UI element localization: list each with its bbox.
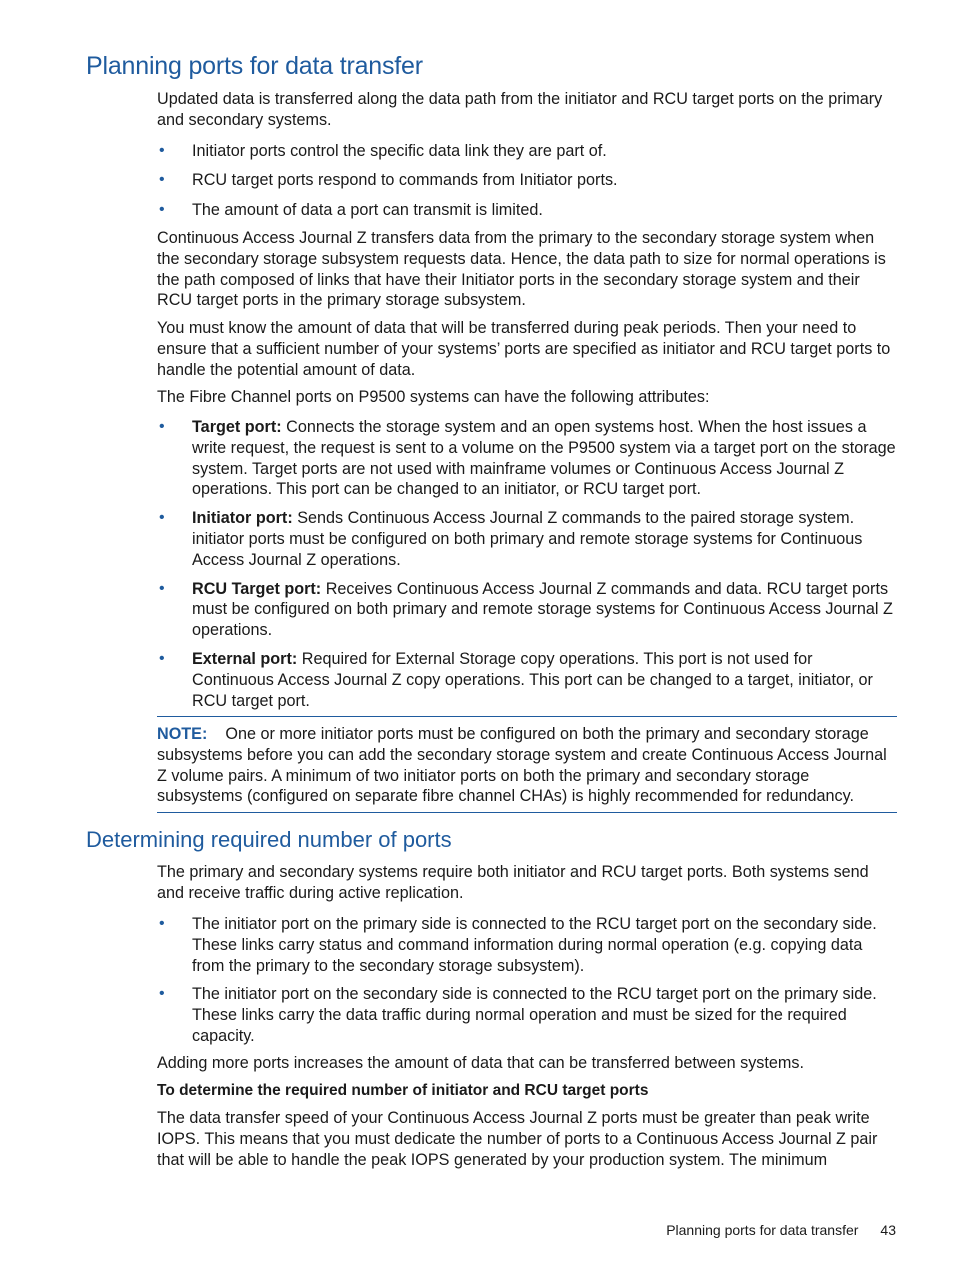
bullet-icon: • <box>159 649 165 667</box>
list-item: • Initiator port: Sends Continuous Access Journal Z commands to the paired storage system. initiator ports must be configured on both primary and remote storage systems for Continuous Access Journal Z operations. <box>159 509 863 569</box>
section1-para3-block <box>157 318 897 380</box>
procedure-title: To determine the required number of initiator and RCU target ports <box>157 1082 649 1099</box>
attribute-term: Target port: <box>192 418 282 436</box>
port-attributes-list <box>157 417 897 711</box>
procedure-title-block <box>157 1081 897 1102</box>
section-title-determining-ports: Determining required number of ports <box>86 827 452 852</box>
note-text: One or more initiator ports must be configured on both the primary and secondary storage subsystems before you can add the secondary storage system and create Continuous Access Journal Z volume pairs. A minimum of two initiator ports on both the primary and secondary storage subsystems (configured on separate fibre channel CHAs) is highly recommended for redundancy. <box>157 725 887 806</box>
bullet-icon: • <box>159 142 165 159</box>
section2-bullets-block <box>157 914 897 1047</box>
section1-paragraph: The Fibre Channel ports on P9500 systems can have the following attributes: <box>157 388 710 406</box>
section2-intro: The primary and secondary systems require both initiator and RCU target ports. Both systems send and receive traffic during active replication. <box>157 863 869 902</box>
attribute-term: RCU Target port: <box>192 579 322 598</box>
section2-bullet-list <box>157 914 897 1047</box>
footer-running-title: Planning ports for data transfer <box>666 1222 859 1238</box>
list-item: • RCU Target port: Receives Continuous Access Journal Z commands and data. RCU target ports must be configured on both primary and remote storage systems for Continuous Access Journal Z operations. <box>159 579 893 640</box>
port-attributes-block <box>157 417 897 711</box>
page-footer <box>666 1222 896 1238</box>
bullet-icon: • <box>159 509 165 527</box>
bullet-icon: • <box>159 579 165 597</box>
section1-paragraph: Continuous Access Journal Z transfers data from the primary to the secondary storage system when the secondary storage subsystem requests data. Hence, the data path to size for normal operations is the path composed of links that have their Initiator ports in the secondary storage system and their RCU target ports in the primary storage subsystem. <box>157 229 886 310</box>
list-item: • Initiator ports control the specific data link they are part of. <box>159 142 607 160</box>
section1-paragraph: You must know the amount of data that will be transferred during peak periods. Then your need to ensure that a sufficient number of your systems’ ports are specified as initiator and RCU target ports to handle the potential amount of data. <box>157 319 891 379</box>
bullet-icon: • <box>159 915 165 932</box>
attribute-term: External port: <box>192 649 298 668</box>
bullet-icon: • <box>159 200 165 218</box>
section2-intro-block <box>157 862 897 904</box>
section1-intro-block <box>157 89 897 131</box>
page-number: 43 <box>880 1222 896 1238</box>
section1-para2-block <box>157 228 897 311</box>
section-title-planning-ports: Planning ports for data transfer <box>86 52 423 80</box>
section2-paragraph: The data transfer speed of your Continuous Access Journal Z ports must be greater than peak write IOPS. This means that you must dedicate the number of ports to a Continuous Access Journal Z pair that will be able to handle the peak IOPS generated by your production system. The minimum <box>157 1109 878 1169</box>
section1-para4-block <box>157 387 897 408</box>
attribute-term: Initiator port: <box>192 509 293 528</box>
section2-para2-block <box>157 1053 897 1074</box>
note-box <box>157 716 897 813</box>
list-item: • Target port: Connects the storage system and an open systems host. When the host issues a write request, the request is sent to a volume on the P9500 system via a target port on the storage system. Target ports are not used with mainframe volumes or Continuous Access Journal Z operations. This port can be changed to an initiator, or RCU target port. <box>159 418 896 499</box>
bullet-icon: • <box>159 171 165 189</box>
list-item: • The initiator port on the primary side is connected to the RCU target port on the secondary side. These links carry status and command information during normal operation (e.g. copying data from the primary to the secondary storage subsystem). <box>159 915 877 975</box>
section1-bullets-block <box>157 141 897 220</box>
list-item: • RCU target ports respond to commands from Initiator ports. <box>159 171 618 190</box>
bullet-icon: • <box>159 985 165 1003</box>
list-item: • The initiator port on the secondary side is connected to the RCU target port on the primary side. These links carry the data traffic during normal operation and must be sized for the required capacity. <box>159 985 877 1045</box>
note-label: NOTE: <box>157 725 208 743</box>
section2-paragraph: Adding more ports increases the amount of data that can be transferred between systems. <box>157 1054 804 1072</box>
section1-bullet-list <box>157 141 897 220</box>
list-item: • External port: Required for External Storage copy operations. This port is not used for Continuous Access Journal Z copy operations. This port can be changed to a target, initiator, or RCU target port. <box>159 649 873 710</box>
section1-intro: Updated data is transferred along the data path from the initiator and RCU target ports on the primary and secondary systems. <box>157 90 883 129</box>
section2-para3-block <box>157 1108 897 1170</box>
bullet-icon: • <box>159 418 165 435</box>
list-item: • The amount of data a port can transmit is limited. <box>159 200 543 219</box>
